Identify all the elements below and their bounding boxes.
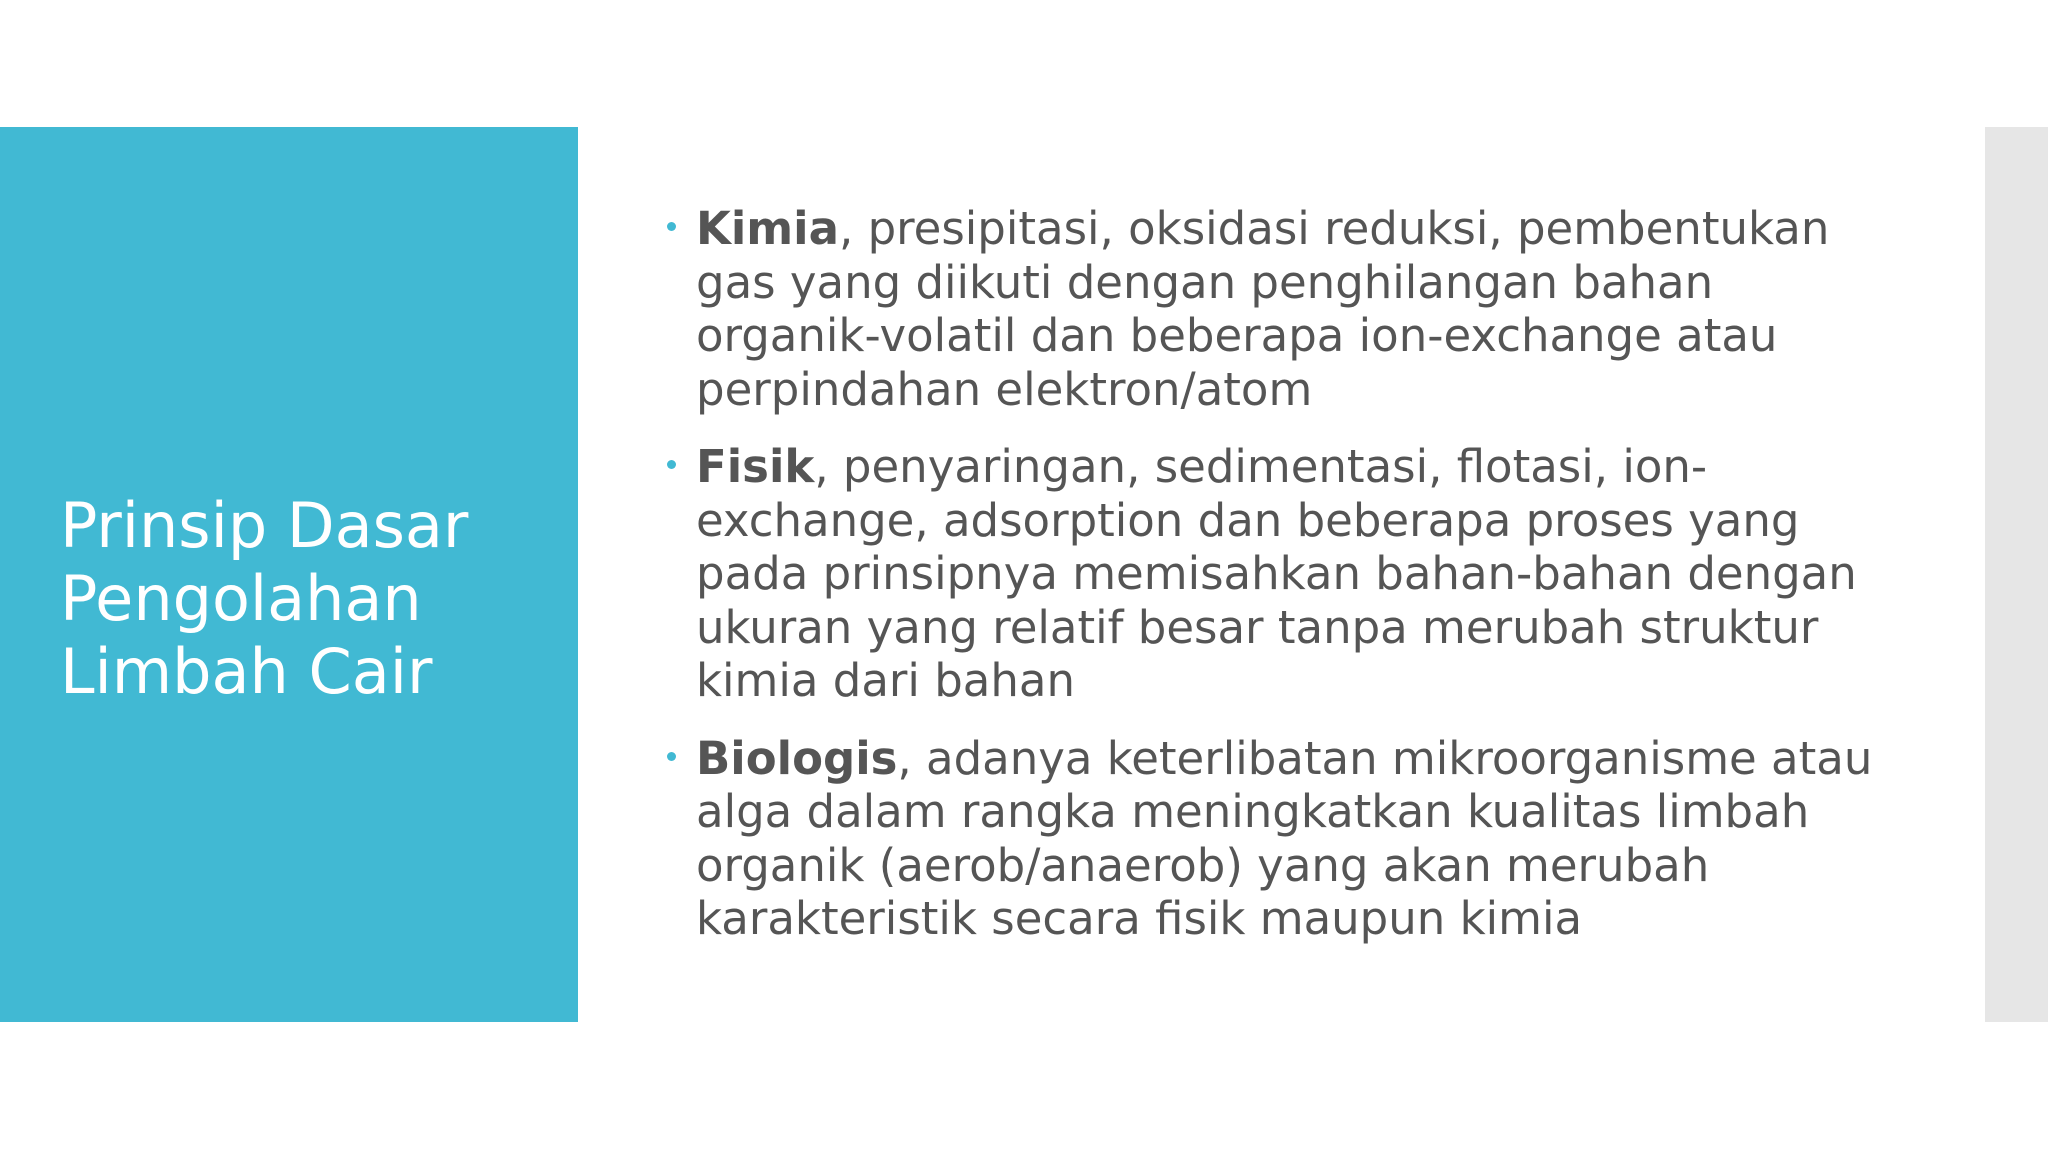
side-strip [1985, 127, 2048, 1022]
bullet-text: , presipitasi, oksidasi reduksi, pembentukan gas yang diikuti dengan penghilangan bahan organik-volatil dan beberapa ion-exchange atau perpindahan elektron/atom [696, 202, 1830, 416]
bullet-dot-icon [667, 460, 676, 469]
bullet-list [662, 202, 1902, 970]
bullet-term: Biologis [696, 731, 898, 785]
bullet-dot-icon [667, 752, 676, 761]
bullet-item-kimia [662, 202, 1902, 416]
bullet-item-biologis [662, 732, 1902, 946]
bullet-dot-icon [667, 222, 676, 231]
slide-title: Prinsip Dasar Pengolahan Limbah Cair [60, 489, 469, 708]
bullet-term: Fisik [696, 440, 815, 493]
bullet-text: , penyaringan, sedimentasi, flotasi, ion-exchange, adsorption dan beberapa proses yang pada prinsipnya memisahkan bahan-bahan dengan ukuran yang relatif besar tanpa merubah struktur kimia dari bahan [696, 440, 1857, 707]
bullet-item-fisik [662, 440, 1902, 708]
bullet-text: , adanya keterlibatan mikroorganisme atau alga dalam rangka meningkatkan kualitas limbah organik (aerob/anaerob) yang akan merubah karakteristik secara fisik maupun kimia [696, 731, 1873, 945]
bullet-term: Kimia [696, 202, 839, 255]
title-panel [0, 127, 578, 1022]
